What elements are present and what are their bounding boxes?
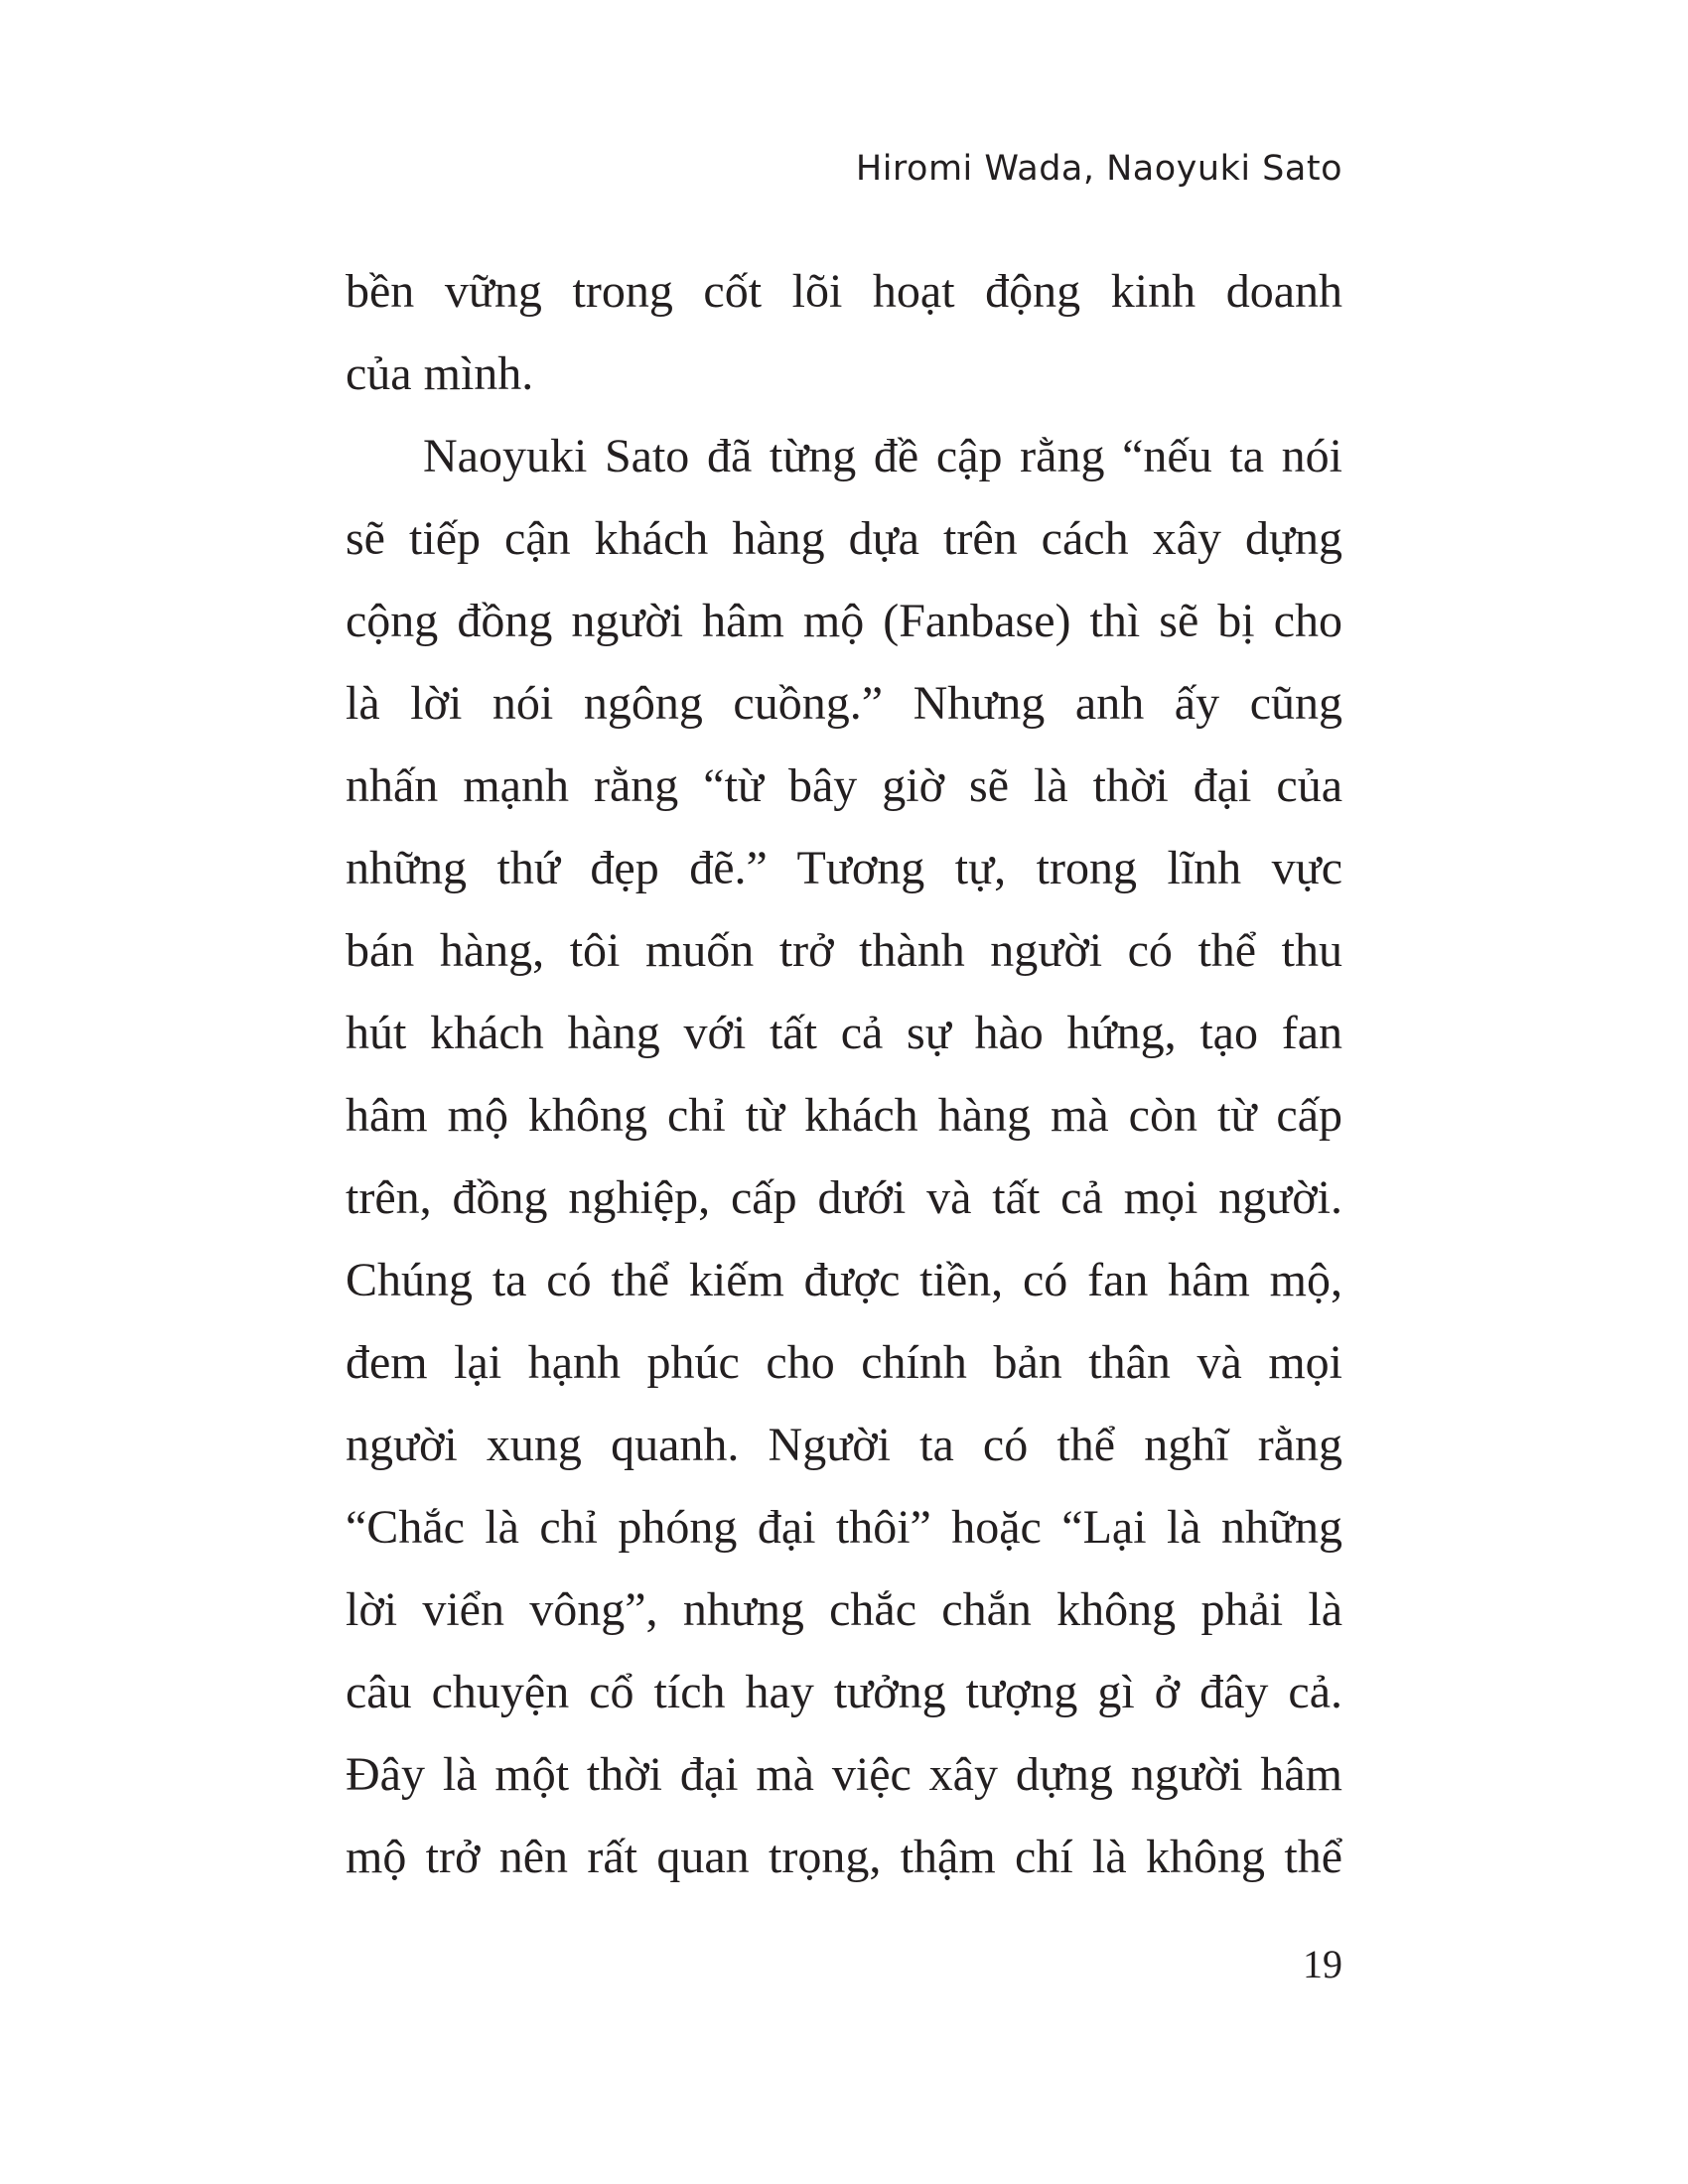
text-line: bán hàng, tôi muốn trở thành người có thể thu bbox=[346, 924, 1342, 977]
text-line: bền vững trong cốt lõi hoạt động kinh doanh bbox=[346, 265, 1342, 318]
text-line: “Chắc là chỉ phóng đại thôi” hoặc “Lại là những bbox=[346, 1501, 1342, 1554]
text-line: lời viển vông”, nhưng chắc chắn không phải là bbox=[346, 1583, 1342, 1636]
text-line: sẽ tiếp cận khách hàng dựa trên cách xây dựng bbox=[346, 512, 1342, 565]
body-text bbox=[346, 250, 1342, 1898]
paragraph-2 bbox=[346, 415, 1342, 1898]
text-line: Naoyuki Sato đã từng đề cập rằng “nếu ta nói bbox=[423, 430, 1342, 482]
text-line: mộ trở nên rất quan trọng, thậm chí là không thể bbox=[346, 1831, 1342, 1883]
text-line: người xung quanh. Người ta có thể nghĩ rằng bbox=[346, 1419, 1342, 1471]
text-line: cộng đồng người hâm mộ (Fanbase) thì sẽ bị cho bbox=[346, 595, 1342, 647]
running-header: Hiromi Wada, Naoyuki Sato bbox=[855, 149, 1342, 189]
text-line: Chúng ta có thể kiếm được tiền, có fan hâm mộ, bbox=[346, 1254, 1342, 1306]
text-line: câu chuyện cổ tích hay tưởng tượng gì ở đây cả. bbox=[346, 1666, 1342, 1718]
text-line: của mình. bbox=[346, 347, 534, 400]
text-line: trên, đồng nghiệp, cấp dưới và tất cả mọi người. bbox=[346, 1171, 1342, 1224]
text-line: hâm mộ không chỉ từ khách hàng mà còn từ cấp bbox=[346, 1089, 1342, 1142]
page-number: 19 bbox=[1303, 1942, 1342, 1986]
text-line: đem lại hạnh phúc cho chính bản thân và mọi bbox=[346, 1336, 1342, 1389]
text-line: Đây là một thời đại mà việc xây dựng người hâm bbox=[346, 1748, 1342, 1801]
text-line: nhấn mạnh rằng “từ bây giờ sẽ là thời đại của bbox=[346, 759, 1342, 812]
text-line: những thứ đẹp đẽ.” Tương tự, trong lĩnh vực bbox=[346, 842, 1342, 894]
paragraph-1 bbox=[346, 250, 1342, 415]
text-line: hút khách hàng với tất cả sự hào hứng, tạo fan bbox=[346, 1007, 1342, 1059]
text-line: là lời nói ngông cuồng.” Nhưng anh ấy cũng bbox=[346, 677, 1342, 730]
